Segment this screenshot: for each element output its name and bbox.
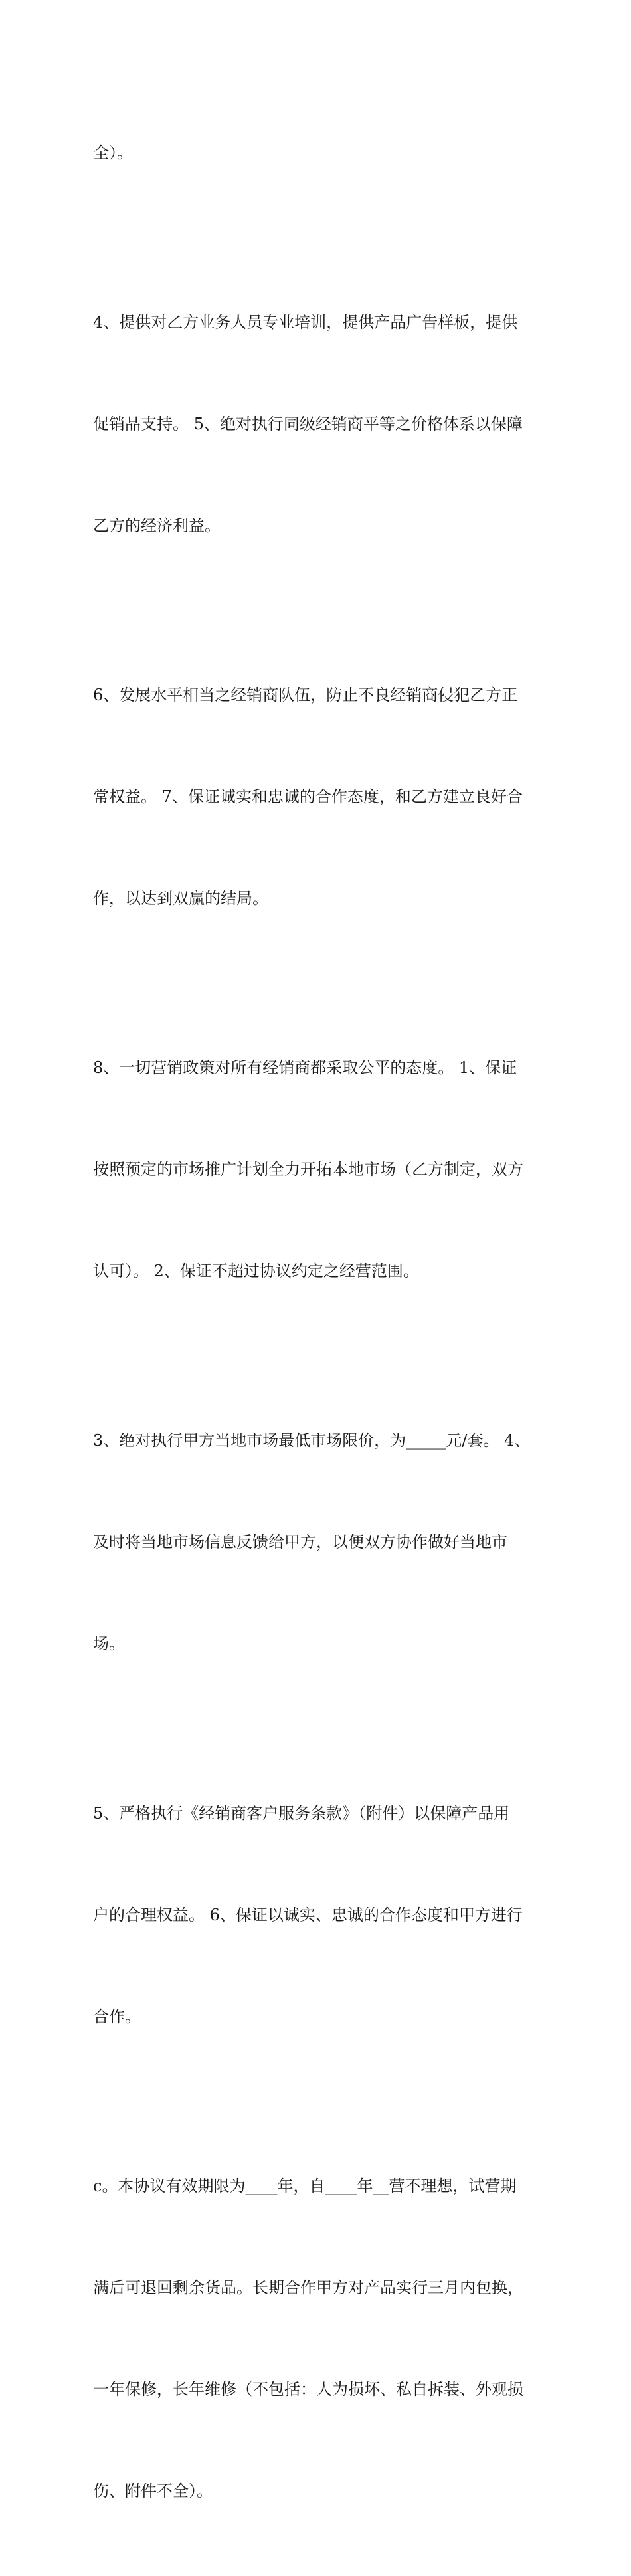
text-line: 认可）。 2、保证不超过协议约定之经营范围。 [93, 1262, 419, 1280]
text-line: 及时将当地市场信息反馈给甲方，以便双方协作做好当地市 [93, 1533, 507, 1551]
text-line: 5、严格执行《经销商客户服务条款》（附件）以保障产品用 [93, 1804, 510, 1823]
text-line: 伤、附件不全）。 [93, 2482, 213, 2500]
document-body [93, 68, 545, 2576]
paragraph-5 [93, 1356, 545, 1729]
text-line: 8、一切营销政策对所有经销商都采取公平的态度。 1、保证 [93, 1058, 517, 1077]
paragraph-1 [93, 68, 545, 238]
text-line: 促销品支持。 5、绝对执行同级经销商平等之价格体系以保障 [93, 415, 523, 433]
text-line: 一年保修，长年维修（不包括：人为损坏、私自拆装、外观损 [93, 2380, 523, 2399]
paragraph-3 [93, 611, 545, 983]
text-line: 4、提供对乙方业务人员专业培训，提供产品广告样板，提供 [93, 313, 518, 332]
text-line: 常权益。 7、保证诚实和忠诚的合作态度，和乙方建立良好合 [93, 787, 523, 806]
text-line: 乙方的经济利益。 [93, 516, 221, 535]
text-line: 6、发展水平相当之经销商队伍，防止不良经销商侵犯乙方正 [93, 686, 518, 704]
text-line: 场。 [93, 1635, 125, 1653]
text-line: c。本协议有效期限为____年，自____年__营不理想，试营期 [93, 2177, 517, 2195]
text-line: 按照预定的市场推广计划全力开拓本地市场（乙方制定，双方 [93, 1160, 523, 1179]
paragraph-6 [93, 1729, 545, 2102]
paragraph-2 [93, 238, 545, 611]
paragraph-7 [93, 2102, 545, 2576]
text-line: 3、绝对执行甲方当地市场最低市场限价，为_____元/套。 4、 [93, 1431, 531, 1450]
text-line: 合作。 [93, 2007, 141, 2026]
text-line: 全）。 [93, 144, 133, 162]
paragraph-4 [93, 983, 545, 1356]
text-line: 户的合理权益。 6、保证以诚实、忠诚的合作态度和甲方进行 [93, 1906, 523, 1924]
text-line: 作，以达到双赢的结局。 [93, 889, 268, 908]
text-line: 满后可退回剩余货品。长期合作甲方对产品实行三月内包换， [93, 2278, 523, 2297]
